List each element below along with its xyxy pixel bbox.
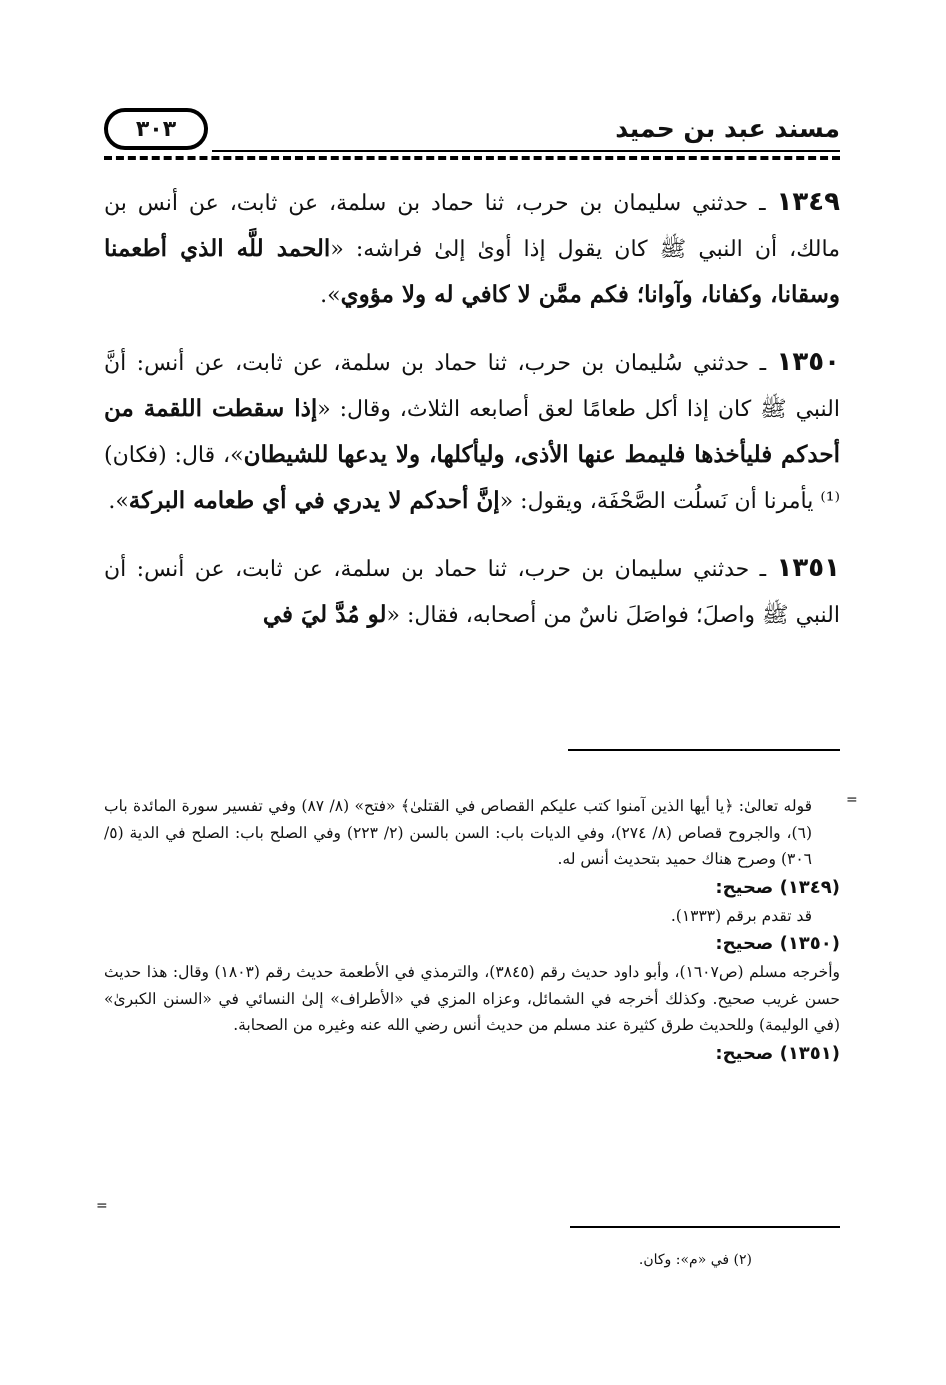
hadith-1350 <box>104 340 840 524</box>
hadith-chain: ـ حدثني سليمان بن حرب، ثنا حماد بن سلمة، عن ثابت، عن أنس بن مالك، أن النبي ﷺ كان يقول إذا أوىٰ إلىٰ فراشه: « <box>104 191 840 262</box>
grade-1349: (١٣٤٩) صحيح: <box>715 876 840 898</box>
running-title: مسند عبد بن حميد <box>615 114 840 143</box>
page-header <box>104 100 840 160</box>
hadith-matn: الحمد للَّه الذي أطعمنا وسقانا، وكفانا، وآوانا؛ فكم ممَّن لا كافي له ولا مؤوي <box>104 235 840 308</box>
takhrij-notes <box>104 793 840 1069</box>
hadith-matn: إذا سقطت اللقمة من أحدكم فليأخذها فليمط عنها الأذى، وليأكلها، ولا يدعها للشيطان <box>104 395 840 468</box>
notes-separator <box>568 749 840 751</box>
hadith-number: ١٣٥٠ <box>776 347 840 377</box>
note-1350: وأخرجه مسلم (ص١٦٠٧)، وأبو داود حديث رقم (٣٨٤٥)، والترمذي في الأطعمة حديث رقم (١٨٠٣) وقال: هذا حديث حسن غريب صحيح. وكذلك أخرجه في الشمائل، وعزاه المزي في «الأطراف» إلىٰ النسائي في «السنن الكبرىٰ» (في الوليمة) وللحديث طرق كثيرة عند مسلم من حديث أنس رضي الله عنه وغيره من الصحابة. <box>104 963 841 1034</box>
hadith-chain: ـ حدثني سُليمان بن حرب، ثنا حماد بن سلمة، عن ثابت، عن أنس: أنَّ النبي ﷺ كان إذا أكل طعامًا لعق أصابعه الثلاث، وقال: « <box>104 351 840 422</box>
note-1349: قد تقدم برقم (١٣٣٣). <box>670 906 812 925</box>
main-text <box>104 180 840 660</box>
hadith-number: ١٣٤٩ <box>776 187 840 217</box>
hadith-1349 <box>104 180 840 318</box>
page-number-badge <box>104 108 208 150</box>
hadith-middle: »، قال: (فكان)⁽¹⁾ يأمرنا أن نَسلُت الصَّحْفَة، ويقول: « <box>104 443 840 514</box>
hadith-chain: ـ حدثني سليمان بن حرب، ثنا حماد بن سلمة، عن ثابت، عن أنس: أن النبي ﷺ واصلَ؛ فواصَلَ ناسٌ من أصحابه، فقال: « <box>104 557 840 628</box>
hadith-matn: لو مُدَّ ليَ في <box>262 601 387 628</box>
hadith-number: ١٣٥١ <box>776 553 840 583</box>
hadith-1351 <box>104 546 840 638</box>
hadith-close: ». <box>108 489 129 514</box>
footnote-separator <box>570 1226 840 1228</box>
note-continuation: قوله تعالىٰ: ﴿يا أيها الذين آمنوا كتب عليكم القصاص في القتلىٰ﴾ «فتح» (٨/ ٨٧) وفي تفسير سورة المائدة باب (٦)، والجروح قصاص (٨/ ٢٧٤)، وفي الديات باب: السن بالسن (٢/ ٢٢٣) وفي الصلح باب: الصلح في الدية (٥/ ٣٠٦) وصرح هناك حميد بتحديث أنس له. <box>104 797 812 868</box>
grade-1350: (١٣٥٠) صحيح: <box>715 933 840 954</box>
hadith-close: ». <box>320 283 341 308</box>
header-dashed-rule <box>104 156 840 160</box>
footnote-2: (٢) في «م»: وكان. <box>638 1252 752 1268</box>
side-mark-top: = <box>846 792 858 808</box>
header-rule <box>212 150 840 152</box>
page-number: ٣٠٣ <box>135 116 177 142</box>
hadith-matn-2: إنَّ أحدكم لا يدري في أي طعامه البركة <box>128 487 500 514</box>
grade-1351: (١٣٥١) صحيح: <box>715 1042 840 1064</box>
side-mark-bottom: = <box>96 1198 108 1214</box>
